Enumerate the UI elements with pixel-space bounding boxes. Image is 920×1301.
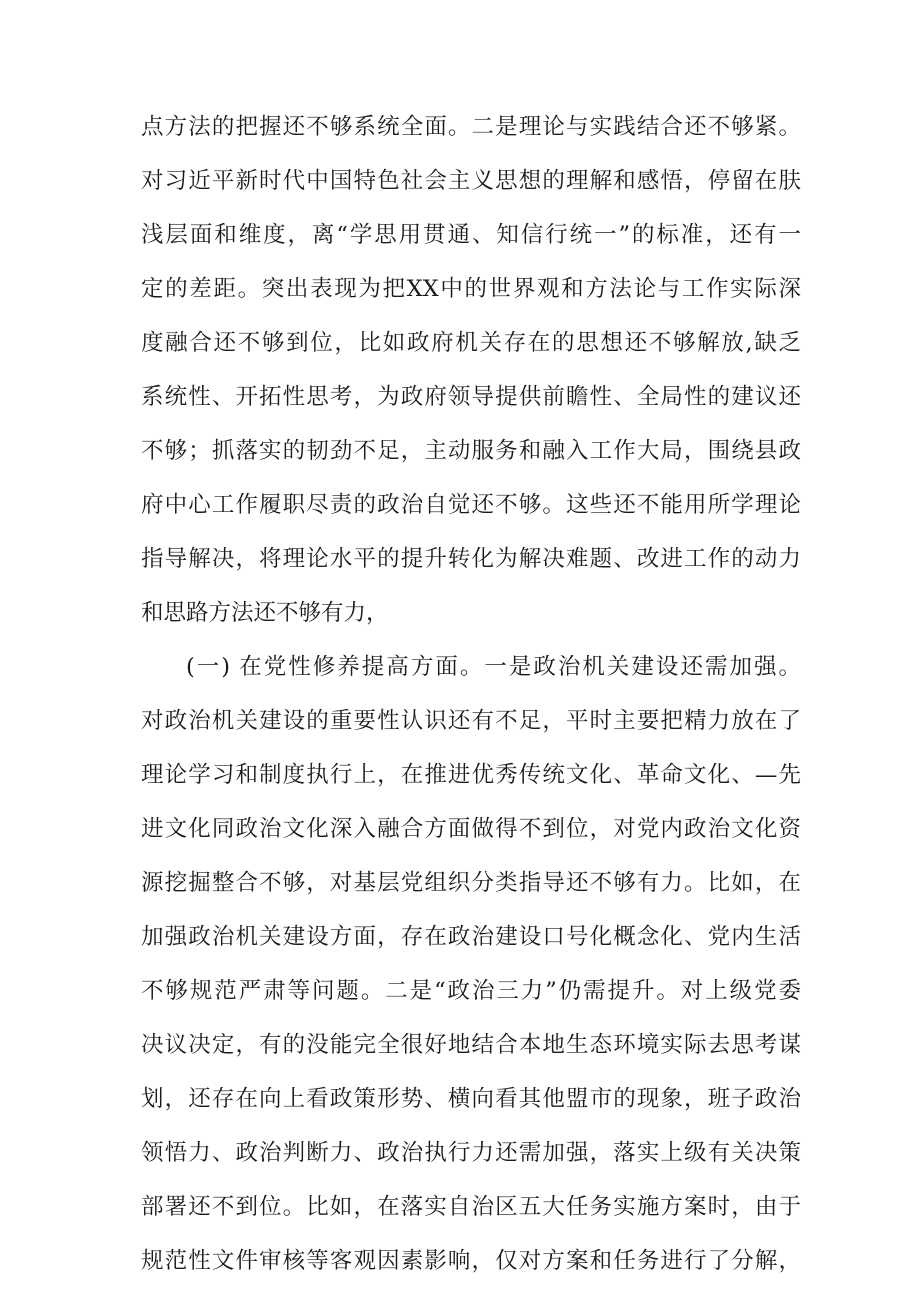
- text-line: 定的差距。突出表现为把XX中的世界观和方法论与工作实际深: [141, 276, 801, 302]
- text-line: 加强政治机关建设方面，存在政治建设口号化概念化、党内生活: [141, 924, 801, 950]
- text-line: 度融合还不够到位，比如政府机关存在的思想还不够解放,缺乏: [141, 330, 801, 356]
- text-line: 理论学习和制度执行上，在推进优秀传统文化、革命文化、—先: [141, 762, 801, 788]
- text-line: 规范性文件审核等客观因素影响，仅对方案和任务进行了分解，: [141, 1248, 801, 1274]
- text-line: 点方法的把握还不够系统全面。二是理论与实践结合还不够紧。: [141, 114, 801, 140]
- text-line: 领悟力、政治判断力、政治执行力还需加强，落实上级有关决策: [141, 1140, 801, 1166]
- text-line: 不够；抓落实的韧劲不足，主动服务和融入工作大局，围绕县政: [141, 438, 801, 464]
- section-heading-line: (一) 在党性修养提高方面。一是政治机关建设还需加强。: [186, 654, 801, 680]
- text-line: 对政治机关建设的重要性认识还有不足，平时主要把精力放在了: [141, 708, 801, 734]
- text-line: 系统性、开拓性思考，为政府领导提供前瞻性、全局性的建议还: [141, 384, 801, 410]
- text-line: 决议决定，有的没能完全很好地结合本地生态环境实际去思考谋: [141, 1032, 801, 1058]
- text-line: 府中心工作履职尽责的政治自觉还不够。这些还不能用所学理论: [141, 492, 801, 518]
- text-line: 不够规范严肃等问题。二是“政治三力”仍需提升。对上级党委: [141, 978, 801, 1004]
- text-line: 划，还存在向上看政策形势、横向看其他盟市的现象，班子政治: [141, 1086, 801, 1112]
- text-line: 和思路方法还不够有力，: [141, 600, 389, 626]
- text-line: 指导解决，将理论水平的提升转化为解决难题、改进工作的动力: [141, 546, 801, 572]
- text-line: 部署还不到位。比如，在落实自治区五大任务实施方案时，由于: [141, 1194, 801, 1220]
- text-line: 浅层面和维度，离“学思用贯通、知信行统一”的标准，还有一: [141, 222, 801, 248]
- text-line: 源挖掘整合不够，对基层党组织分类指导还不够有力。比如，在: [141, 870, 801, 896]
- text-line: 对习近平新时代中国特色社会主义思想的理解和感悟，停留在肤: [141, 168, 801, 194]
- text-line: 进文化同政治文化深入融合方面做得不到位，对党内政治文化资: [141, 816, 801, 842]
